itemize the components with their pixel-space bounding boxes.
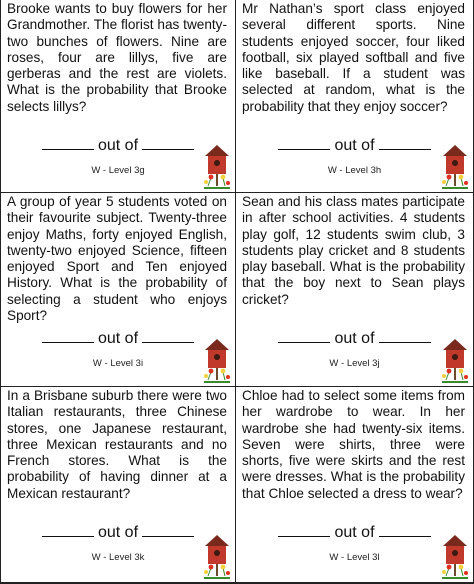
answer-line — [236, 521, 473, 542]
answer-blank[interactable] — [42, 134, 94, 150]
question-text: In a Brisbane suburb there were two Italian restaurants, three Chinese stores, one Japanese restaurant, three Mexican restaurants and no French stores. What is the probability of having dinner at a Mexican restaurant? — [7, 388, 227, 501]
answer-blank[interactable] — [142, 327, 194, 343]
level-label: W - Level 3k — [91, 552, 145, 563]
answer-blank[interactable] — [142, 521, 194, 537]
answer-blank[interactable] — [42, 327, 94, 343]
question-text: Brooke wants to buy flowers for her Grandmother. The florist has twenty-two bunches of flowers. Nine are roses, four are lillys, five are gerberas and the rest are violets. What is the probability that Brooke selects lillys? — [7, 1, 227, 114]
answer-line — [1, 134, 235, 155]
answer-line — [236, 327, 473, 348]
answer-blank[interactable] — [379, 521, 431, 537]
answer-out-of: out of — [334, 330, 375, 347]
level-label: W - Level 3i — [92, 358, 144, 369]
answer-out-of: out of — [97, 524, 139, 541]
question-text: A group of year 5 students voted on their favourite subject. Twenty-three enjoy Maths, forty enjoyed English, twenty-two enjoyed Science, fifteen enjoyed Sport and Ten enjoyed History. What is the probability of selecting a student who enjoys Sport? — [7, 194, 227, 324]
question-text: Sean and his class mates participate in after school activities. 4 students play golf, 12 students swim club, 3 students play cricket and 8 students play baseball. What is the probability that the boy next to Sean plays cricket? — [242, 194, 465, 307]
birdhouse-icon — [441, 532, 469, 580]
level-label: W - Level 3j — [329, 358, 380, 369]
birdhouse-icon — [203, 532, 231, 580]
birdhouse-icon — [203, 142, 231, 190]
question-card-3i — [0, 193, 236, 387]
answer-out-of: out of — [334, 137, 375, 154]
question-card-3h — [236, 0, 474, 193]
answer-blank[interactable] — [278, 134, 330, 150]
question-text: Chloe had to select some items from her wardrobe to wear. In her wardrobe she had twenty-six items. Seven were shirts, three were shorts, five were skirts and the rest were dresses. What is the probability that Chloe selected a dress to wear? — [242, 388, 465, 501]
question-card-3g — [0, 0, 236, 193]
answer-line — [1, 521, 235, 542]
answer-blank[interactable] — [278, 327, 330, 343]
level-label: W - Level 3l — [329, 552, 380, 563]
answer-blank[interactable] — [379, 134, 431, 150]
answer-out-of: out of — [97, 330, 139, 347]
question-text: Mr Nathan’s sport class enjoyed several different sports. Nine students enjoyed soccer, four liked football, six played softball and five like baseball. If a student was selected at random, what is the probability that they enjoy soccer? — [242, 1, 465, 114]
birdhouse-icon — [203, 336, 231, 384]
question-card-3l — [236, 387, 474, 583]
answer-line — [1, 327, 235, 348]
answer-blank[interactable] — [142, 134, 194, 150]
level-label: W - Level 3h — [327, 165, 382, 176]
answer-out-of: out of — [334, 524, 375, 541]
level-label: W - Level 3g — [91, 165, 145, 176]
question-card-3j — [236, 193, 474, 387]
answer-blank[interactable] — [278, 521, 330, 537]
answer-blank[interactable] — [379, 327, 431, 343]
birdhouse-icon — [441, 336, 469, 384]
answer-line — [236, 134, 473, 155]
birdhouse-icon — [441, 142, 469, 190]
question-card-3k — [0, 387, 236, 583]
answer-blank[interactable] — [42, 521, 94, 537]
answer-out-of: out of — [97, 137, 139, 154]
